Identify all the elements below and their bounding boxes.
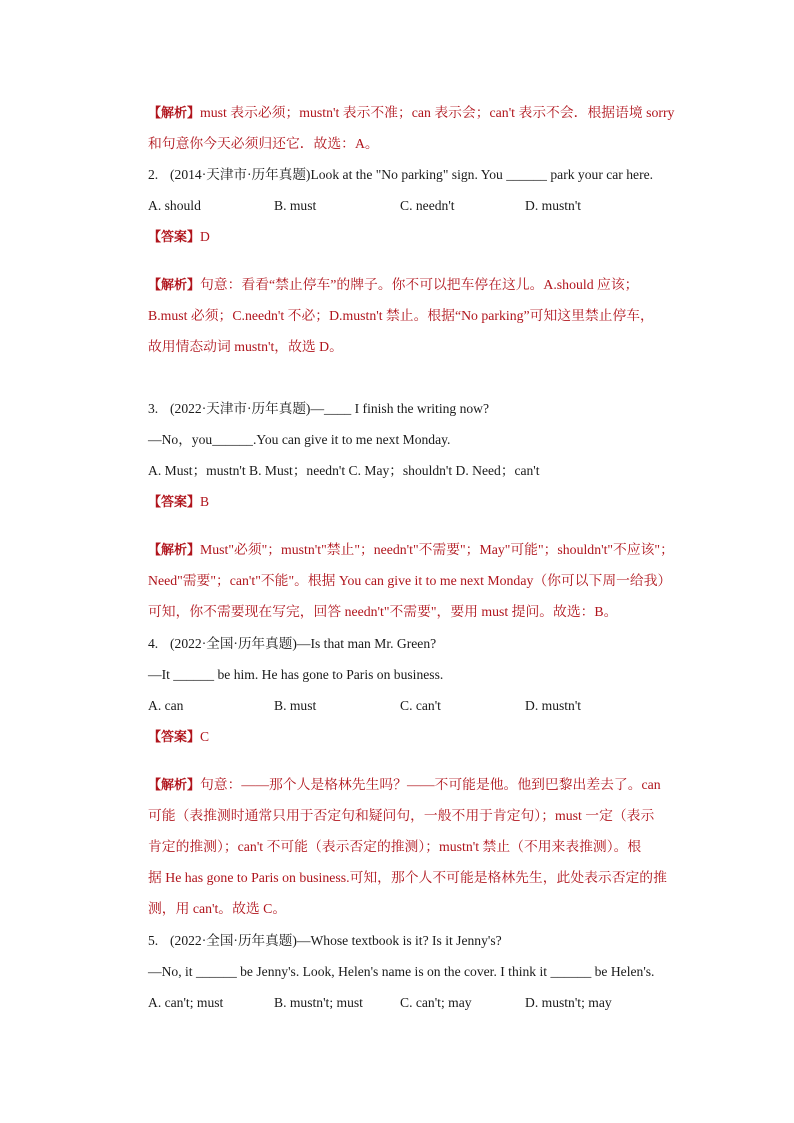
answer-q3 bbox=[148, 492, 209, 513]
option-b: B. must bbox=[274, 698, 317, 713]
analysis-tag: 【解析】 bbox=[148, 778, 201, 793]
analysis-q2-line2: B.must 必须；C.needn't 不必；D.mustn't 禁止。根据“No parking”可知这里禁止停车， bbox=[148, 308, 654, 323]
option-a: A. can bbox=[148, 698, 184, 713]
question-4-response: —It ______ be him. He has gone to Paris on business. bbox=[148, 667, 444, 682]
analysis-q1-line1 bbox=[148, 103, 674, 124]
answer-value: D bbox=[200, 229, 210, 244]
option-b: B. mustn't; must bbox=[274, 995, 363, 1010]
question-2 bbox=[148, 165, 653, 185]
answer-tag: 【答案】 bbox=[148, 230, 201, 245]
analysis-q3-line1 bbox=[148, 540, 674, 561]
option-d: D. mustn't bbox=[525, 698, 582, 713]
question-text: (2022·全国·历年真题)—Is that man Mr. Green? bbox=[170, 636, 437, 651]
question-number: 5. bbox=[148, 933, 159, 948]
analysis-tag: 【解析】 bbox=[148, 278, 201, 293]
analysis-q4-line2: 可能（表推测时通常只用于否定句和疑问句，一般不用于肯定句）；must 一定（表示 bbox=[148, 808, 655, 823]
answer-value: B bbox=[200, 494, 210, 509]
analysis-q4-line1 bbox=[148, 775, 661, 796]
option-a: A. can't; must bbox=[148, 995, 224, 1010]
analysis-q3-line3: 可知，你不需要现在写完，回答 needn't"不需要"，要用 must 提问。故选：B。 bbox=[148, 604, 618, 619]
analysis-text: 句意：看看“禁止停车”的牌子。你不可以把车停在这儿。A.should 应该； bbox=[200, 277, 639, 292]
analysis-q3-line2: Need"需要"；can't"不能"。根据 You can give it to me next Monday（你可以下周一给我） bbox=[148, 573, 672, 588]
analysis-q4-line3: 肯定的推测）；can't 不可能（表示否定的推测）；mustn't 禁止（不用来表推测）。根 bbox=[148, 839, 642, 854]
question-5-response: —No, it ______ be Jenny's. Look, Helen's name is on the cover. I think it ______ be Helen's. bbox=[148, 964, 655, 979]
question-3-response: —No，you______.You can give it to me next Monday. bbox=[148, 432, 451, 447]
question-text: (2014·天津市·历年真题)Look at the "No parking" sign. You ______ park your car here. bbox=[170, 167, 654, 182]
question-number: 3. bbox=[148, 401, 159, 416]
answer-q2 bbox=[148, 227, 210, 248]
question-number: 4. bbox=[148, 636, 159, 651]
analysis-text: must 表示必须；mustn't 表示不准；can 表示会；can't 表示不会．根据语境 sorry bbox=[200, 105, 675, 120]
question-text: (2022·全国·历年真题)—Whose textbook is it? Is it Jenny's? bbox=[170, 933, 502, 948]
question-number: 2. bbox=[148, 167, 159, 182]
answer-tag: 【答案】 bbox=[148, 495, 201, 510]
option-c: C. can't; may bbox=[400, 995, 472, 1010]
question-5 bbox=[148, 931, 502, 951]
question-3-options: A. Must；mustn't B. Must；needn't C. May；shouldn't D. Need；can't bbox=[148, 463, 540, 478]
option-d: D. mustn't bbox=[525, 198, 582, 213]
option-c: C. needn't bbox=[400, 198, 455, 213]
analysis-tag: 【解析】 bbox=[148, 543, 201, 558]
answer-value: C bbox=[200, 729, 210, 744]
question-3 bbox=[148, 399, 489, 419]
option-a: A. should bbox=[148, 198, 201, 213]
analysis-q2-line3: 故用情态动词 mustn't，故选 D。 bbox=[148, 339, 343, 354]
option-b: B. must bbox=[274, 198, 317, 213]
analysis-tag: 【解析】 bbox=[148, 106, 201, 121]
analysis-q2-line1 bbox=[148, 275, 638, 296]
question-text: (2022·天津市·历年真题)—____ I finish the writing now? bbox=[170, 401, 490, 416]
analysis-text: Must"必须"；mustn't"禁止"；needn't"不需要"；May"可能"；shouldn't"不应该"； bbox=[200, 542, 674, 557]
analysis-q4-line5: 测，用 can't。故选 C。 bbox=[148, 901, 287, 916]
option-d: D. mustn't; may bbox=[525, 995, 612, 1010]
analysis-q4-line4: 据 He has gone to Paris on business.可知，那个人不可能是格林先生，此处表示否定的推 bbox=[148, 870, 667, 885]
question-4 bbox=[148, 634, 436, 654]
analysis-text: 句意：——那个人是格林先生吗？——不可能是他。他到巴黎出差去了。can bbox=[200, 777, 661, 792]
answer-q4 bbox=[148, 727, 209, 748]
analysis-q1-line2: 和句意你今天必须归还它．故选：A。 bbox=[148, 136, 379, 151]
option-c: C. can't bbox=[400, 698, 441, 713]
answer-tag: 【答案】 bbox=[148, 730, 201, 745]
